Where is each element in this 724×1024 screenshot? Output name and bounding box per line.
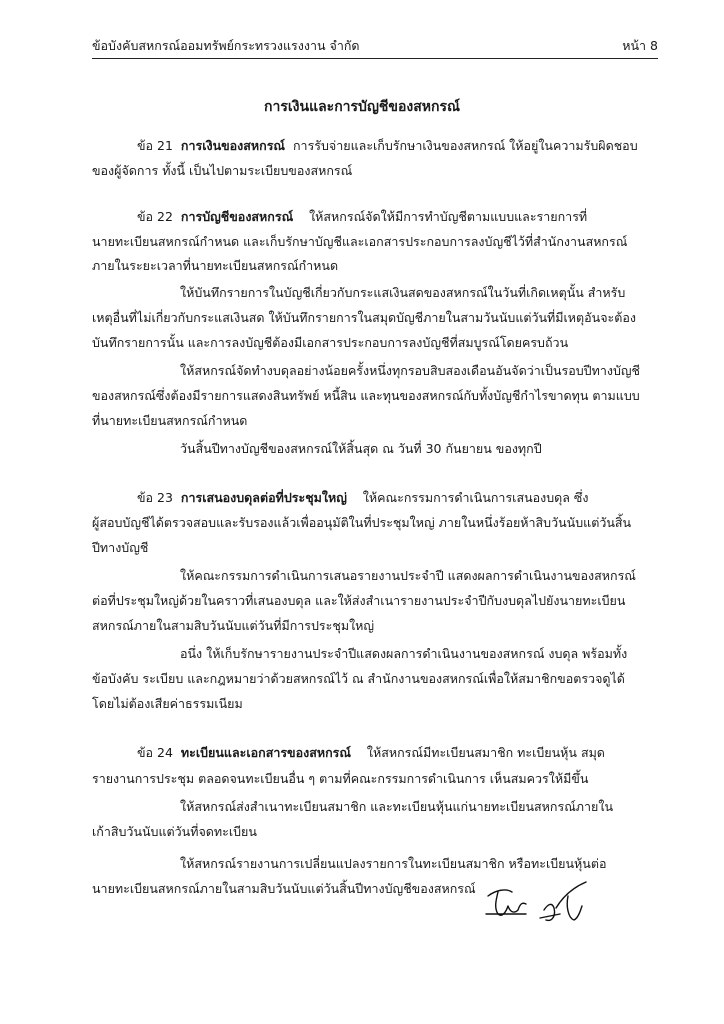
handwritten-signature-icon — [482, 874, 592, 930]
clause-23-line-2: ผู้สอบบัญชีได้ตรวจสอบและรับรองแล้วเพื่ออนุมัติในที่ประชุมใหญ่ ภายในหนึ่งร้อยห้าสิบวันนับแต่วันสิ้น — [92, 515, 632, 530]
clause-22-para3-line-3: ที่นายทะเบียนสหกรณ์กำหนด — [92, 413, 248, 428]
clause-24-line-2: รายงานการประชุม ตลอดจนทะเบียนอื่น ๆ ตามที่คณะกรรมการดำเนินการ เห็นสมควรให้มีขึ้น — [92, 771, 589, 786]
clause-21-line-1 — [137, 137, 638, 155]
clause-24-number: ข้อ 24 — [137, 745, 173, 760]
clause-24-para3-line-1: ให้สหกรณ์รายงานการเปลี่ยนแปลงรายการในทะเบียนสมาชิก หรือทะเบียนหุ้นต่อ — [180, 856, 607, 871]
clause-21-line-2: ของผู้จัดการ ทั้งนี้ เป็นไปตามระเบียบของสหกรณ์ — [92, 163, 353, 178]
clause-23-para2-line-2: ต่อที่ประชุมใหญ่ด้วยในคราวที่เสนองบดุล และให้ส่งสำเนารายงานประจำปีกับงบดุลไปยังนายทะเบียน — [92, 593, 626, 608]
clause-21-heading: การเงินของสหกรณ์ — [180, 138, 286, 153]
clause-24-heading: ทะเบียนและเอกสารของสหกรณ์ — [180, 745, 351, 760]
clause-22-para2-line-2: เหตุอื่นที่ไม่เกี่ยวกับกระแสเงินสด ให้บันทึกรายการในสมุดบัญชีภายในสามวันนับแต่วันที่มีเหตุอันจะต้อง — [92, 310, 636, 325]
clause-21-number: ข้อ 21 — [137, 138, 173, 153]
page-header — [92, 34, 658, 59]
clause-22-number: ข้อ 22 — [137, 209, 173, 224]
clause-22-para3-line-2: ของสหกรณ์ซึ่งต้องมีรายการแสดงสินทรัพย์ หนี้สิน และทุนของสหกรณ์กับทั้งบัญชีกำไรขาดทุน ตามแบบ — [92, 388, 640, 403]
clause-24-line-1 — [137, 744, 605, 762]
clause-24-para3-line-2: นายทะเบียนสหกรณ์ภายในสามสิบวันนับแต่วันสิ้นปีทางบัญชีของสหกรณ์ — [92, 881, 476, 896]
clause-24-para2-line-2: เก้าสิบวันนับแต่วันที่จดทะเบียน — [92, 824, 257, 839]
clause-22-line-1 — [137, 208, 587, 226]
clause-22-para4-line-1: วันสิ้นปีทางบัญชีของสหกรณ์ให้สิ้นสุด ณ วันที่ 30 กันยายน ของทุกปี — [180, 441, 542, 456]
clause-22-para2-line-1: ให้บันทึกรายการในบัญชีเกี่ยวกับกระแสเงินสดของสหกรณ์ในวันที่เกิดเหตุนั้น สำหรับ — [180, 285, 626, 300]
clause-23-line-3: ปีทางบัญชี — [92, 540, 149, 555]
clause-21-text: การรับจ่ายและเก็บรักษาเงินของสหกรณ์ ให้อยู่ในความรับผิดชอบ — [292, 138, 638, 153]
clause-23-line-1 — [137, 489, 589, 507]
clause-22-heading: การบัญชีของสหกรณ์ — [180, 209, 294, 224]
clause-23-number: ข้อ 23 — [137, 490, 173, 505]
clause-22-para3-line-1: ให้สหกรณ์จัดทำงบดุลอย่างน้อยครั้งหนึ่งทุกรอบสิบสองเดือนอันจัดว่าเป็นรอบปีทางบัญชี — [180, 363, 641, 378]
clause-24-text: ให้สหกรณ์มีทะเบียนสมาชิก ทะเบียนหุ้น สมุด — [366, 745, 605, 760]
clause-22-line-2: นายทะเบียนสหกรณ์กำหนด และเก็บรักษาบัญชีและเอกสารประกอบการลงบัญชีไว้ที่สำนักงานสหกรณ์ — [92, 234, 628, 249]
clause-22-text: ให้สหกรณ์จัดให้มีการทำบัญชีตามแบบและรายการที่ — [309, 209, 588, 224]
clause-22-para2-line-3: บันทึกรายการนั้น และการลงบัญชีต้องมีเอกสารประกอบการลงบัญชีที่สมบูรณ์โดยครบถ้วน — [92, 335, 569, 350]
page-number: หน้า 8 — [622, 38, 658, 53]
section-title: การเงินและการบัญชีของสหกรณ์ — [264, 99, 460, 115]
clause-23-para3-line-1: อนึ่ง ให้เก็บรักษารายงานประจำปีแสดงผลการดำเนินงานของสหกรณ์ งบดุล พร้อมทั้ง — [180, 646, 628, 661]
clause-23-para2-line-1: ให้คณะกรรมการดำเนินการเสนอรายงานประจำปี แสดงผลการดำเนินงานของสหกรณ์ — [180, 568, 636, 583]
clause-23-para2-line-3: สหกรณ์ภายในสามสิบวันนับแต่วันที่มีการประชุมใหญ่ — [92, 618, 375, 633]
clause-23-para3-line-3: โดยไม่ต้องเสียค่าธรรมเนียม — [92, 696, 243, 711]
header-title: ข้อบังคับสหกรณ์ออมทรัพย์กระทรวงแรงงาน จำกัด — [92, 38, 360, 53]
clause-24-para2-line-1: ให้สหกรณ์ส่งสำเนาทะเบียนสมาชิก และทะเบียนหุ้นแก่นายทะเบียนสหกรณ์ภายใน — [180, 799, 614, 814]
clause-23-text: ให้คณะกรรมการดำเนินการเสนองบดุล ซึ่ง — [362, 490, 589, 505]
clause-22-line-3: ภายในระยะเวลาที่นายทะเบียนสหกรณ์กำหนด — [92, 258, 339, 273]
clause-23-heading: การเสนองบดุลต่อที่ประชุมใหญ่ — [180, 490, 347, 505]
clause-23-para3-line-2: ข้อบังคับ ระเบียบ และกฎหมายว่าด้วยสหกรณ์ไว้ ณ สำนักงานของสหกรณ์เพื่อให้สมาชิกขอตรวจดูได้ — [92, 671, 625, 686]
